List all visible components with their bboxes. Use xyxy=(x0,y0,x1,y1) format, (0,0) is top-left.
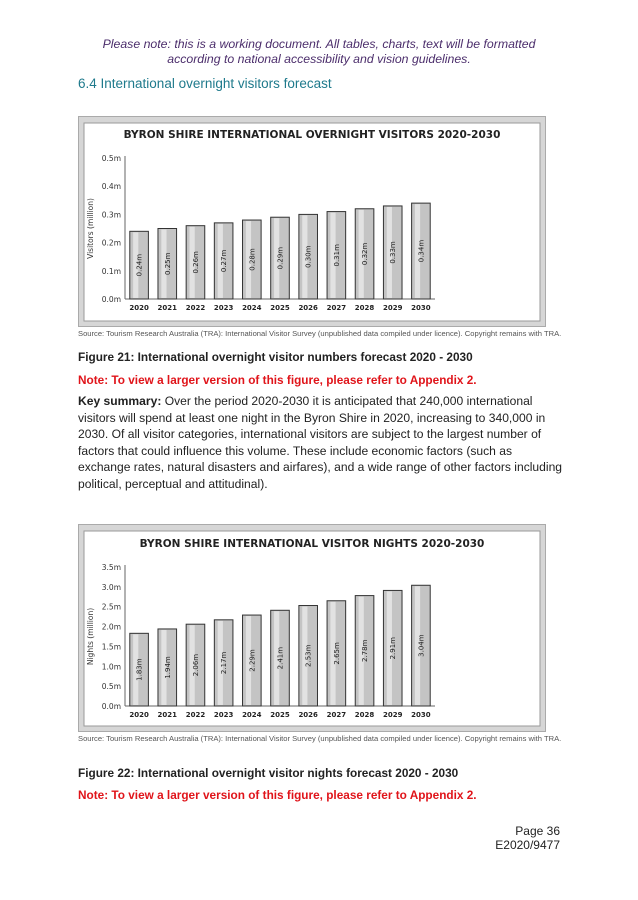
y-tick-label: 0.0m xyxy=(101,295,121,304)
key-summary-text: Over the period 2020-2030 it is anticipated that 240,000 international visitors will spend at least one night in the Byron Shire in 2020, increasing to 340,000 in 2030. Of all visitor categories, international visitors are subject to the largest number of factors that could influence this volume. These include economic factors (such as exchange rates, natural disasters and airfares), and a wide range of other factors including political, perceptual and attitudinal). xyxy=(78,394,563,491)
y-tick-label: 3.0m xyxy=(101,582,121,592)
x-tick-label: 2029 xyxy=(382,711,403,719)
chart-title: BYRON SHIRE INTERNATIONAL VISITOR NIGHTS 2020-2030 xyxy=(139,538,485,550)
data-label: 0.27m xyxy=(220,249,229,273)
x-tick-label: 2029 xyxy=(382,304,403,312)
data-label: 3.04m xyxy=(417,634,426,657)
x-tick-label: 2026 xyxy=(298,711,318,719)
x-tick-label: 2022 xyxy=(185,304,206,312)
x-tick-label: 2024 xyxy=(242,711,262,719)
data-label: 0.28m xyxy=(248,248,257,271)
y-tick-label: 0.1m xyxy=(101,266,121,276)
figure21-source: Source: Tourism Research Australia (TRA): International Visitor Survey (unpublished data compiled under licence). Copyright remains with TRA. xyxy=(78,329,562,338)
x-tick-label: 2023 xyxy=(213,304,234,312)
chart-title: BYRON SHIRE INTERNATIONAL OVERNIGHT VISITORS 2020-2030 xyxy=(123,129,501,141)
data-label: 0.34m xyxy=(417,239,426,263)
data-label: 2.17m xyxy=(220,651,229,675)
x-tick-label: 2030 xyxy=(411,711,431,719)
data-label: 2.41m xyxy=(276,646,285,670)
y-tick-label: 2.5m xyxy=(101,602,121,612)
data-label: 2.29m xyxy=(248,649,257,672)
y-tick-label: 0.2m xyxy=(101,238,121,248)
figure21-appendix-note: Note: To view a larger version of this figure, please refer to Appendix 2. xyxy=(78,373,477,387)
x-tick-label: 2023 xyxy=(213,711,234,719)
data-label: 0.24m xyxy=(135,253,144,277)
x-tick-label: 2027 xyxy=(326,711,347,719)
x-tick-label: 2028 xyxy=(354,304,375,312)
data-label: 0.31m xyxy=(332,244,341,267)
figure22-source: Source: Tourism Research Australia (TRA): International Visitor Survey (unpublished data compiled under licence). Copyright remains with TRA. xyxy=(78,734,562,743)
y-tick-label: 0.4m xyxy=(101,182,121,192)
x-tick-label: 2030 xyxy=(411,304,431,312)
page-footer xyxy=(495,824,560,852)
data-label: 2.65m xyxy=(332,642,341,665)
key-summary-label: Key summary: xyxy=(78,394,162,408)
working-document-note-line1: Please note: this is a working document. All tables, charts, text will be formatted xyxy=(102,37,536,51)
document-reference: E2020/9477 xyxy=(495,838,560,852)
y-axis-label: Nights (million) xyxy=(86,607,95,666)
x-tick-label: 2024 xyxy=(242,304,262,312)
data-label: 0.33m xyxy=(389,241,398,264)
x-tick-label: 2020 xyxy=(129,711,149,719)
figure22-appendix-note: Note: To view a larger version of this figure, please refer to Appendix 2. xyxy=(78,788,477,802)
data-label: 1.83m xyxy=(135,658,144,681)
data-label: 2.06m xyxy=(191,653,200,677)
y-tick-label: 1.5m xyxy=(101,642,121,652)
y-tick-label: 3.5m xyxy=(101,563,121,572)
section-title: 6.4 International overnight visitors forecast xyxy=(78,76,332,91)
working-document-note xyxy=(0,37,638,67)
figure22-caption: Figure 22: International overnight visitor nights forecast 2020 - 2030 xyxy=(78,766,459,780)
y-tick-label: 0.5m xyxy=(101,154,121,163)
y-axis-label: Visitors (million) xyxy=(86,198,95,259)
data-label: 0.30m xyxy=(304,245,313,268)
y-tick-label: 2.0m xyxy=(101,622,121,632)
data-label: 2.78m xyxy=(361,639,370,663)
y-tick-label: 1.0m xyxy=(101,662,121,672)
key-summary xyxy=(78,393,564,493)
data-label: 0.25m xyxy=(163,252,172,275)
x-tick-label: 2025 xyxy=(270,711,290,719)
y-tick-label: 0.0m xyxy=(101,702,121,711)
page-number: Page 36 xyxy=(515,824,560,838)
data-label: 0.26m xyxy=(191,251,200,274)
x-tick-label: 2027 xyxy=(326,304,347,312)
x-tick-label: 2020 xyxy=(129,304,149,312)
data-label: 2.91m xyxy=(389,637,398,660)
x-tick-label: 2021 xyxy=(157,304,178,312)
working-document-note-line2: according to national accessibility and vision guidelines. xyxy=(167,52,471,66)
figure21-caption: Figure 21: International overnight visitor numbers forecast 2020 - 2030 xyxy=(78,350,473,364)
x-tick-label: 2021 xyxy=(157,711,178,719)
visitors-chart xyxy=(78,116,546,327)
data-label: 0.29m xyxy=(276,246,285,270)
nights-chart xyxy=(78,524,546,732)
x-tick-label: 2022 xyxy=(185,711,206,719)
data-label: 0.32m xyxy=(361,242,370,266)
visitors-chart-svg xyxy=(79,117,545,326)
nights-chart-svg xyxy=(79,525,545,731)
data-label: 2.53m xyxy=(304,644,313,667)
y-tick-label: 0.5m xyxy=(101,682,121,692)
y-tick-label: 0.3m xyxy=(101,210,121,220)
x-tick-label: 2026 xyxy=(298,304,318,312)
data-label: 1.94m xyxy=(163,656,172,679)
x-tick-label: 2025 xyxy=(270,304,290,312)
x-tick-label: 2028 xyxy=(354,711,375,719)
